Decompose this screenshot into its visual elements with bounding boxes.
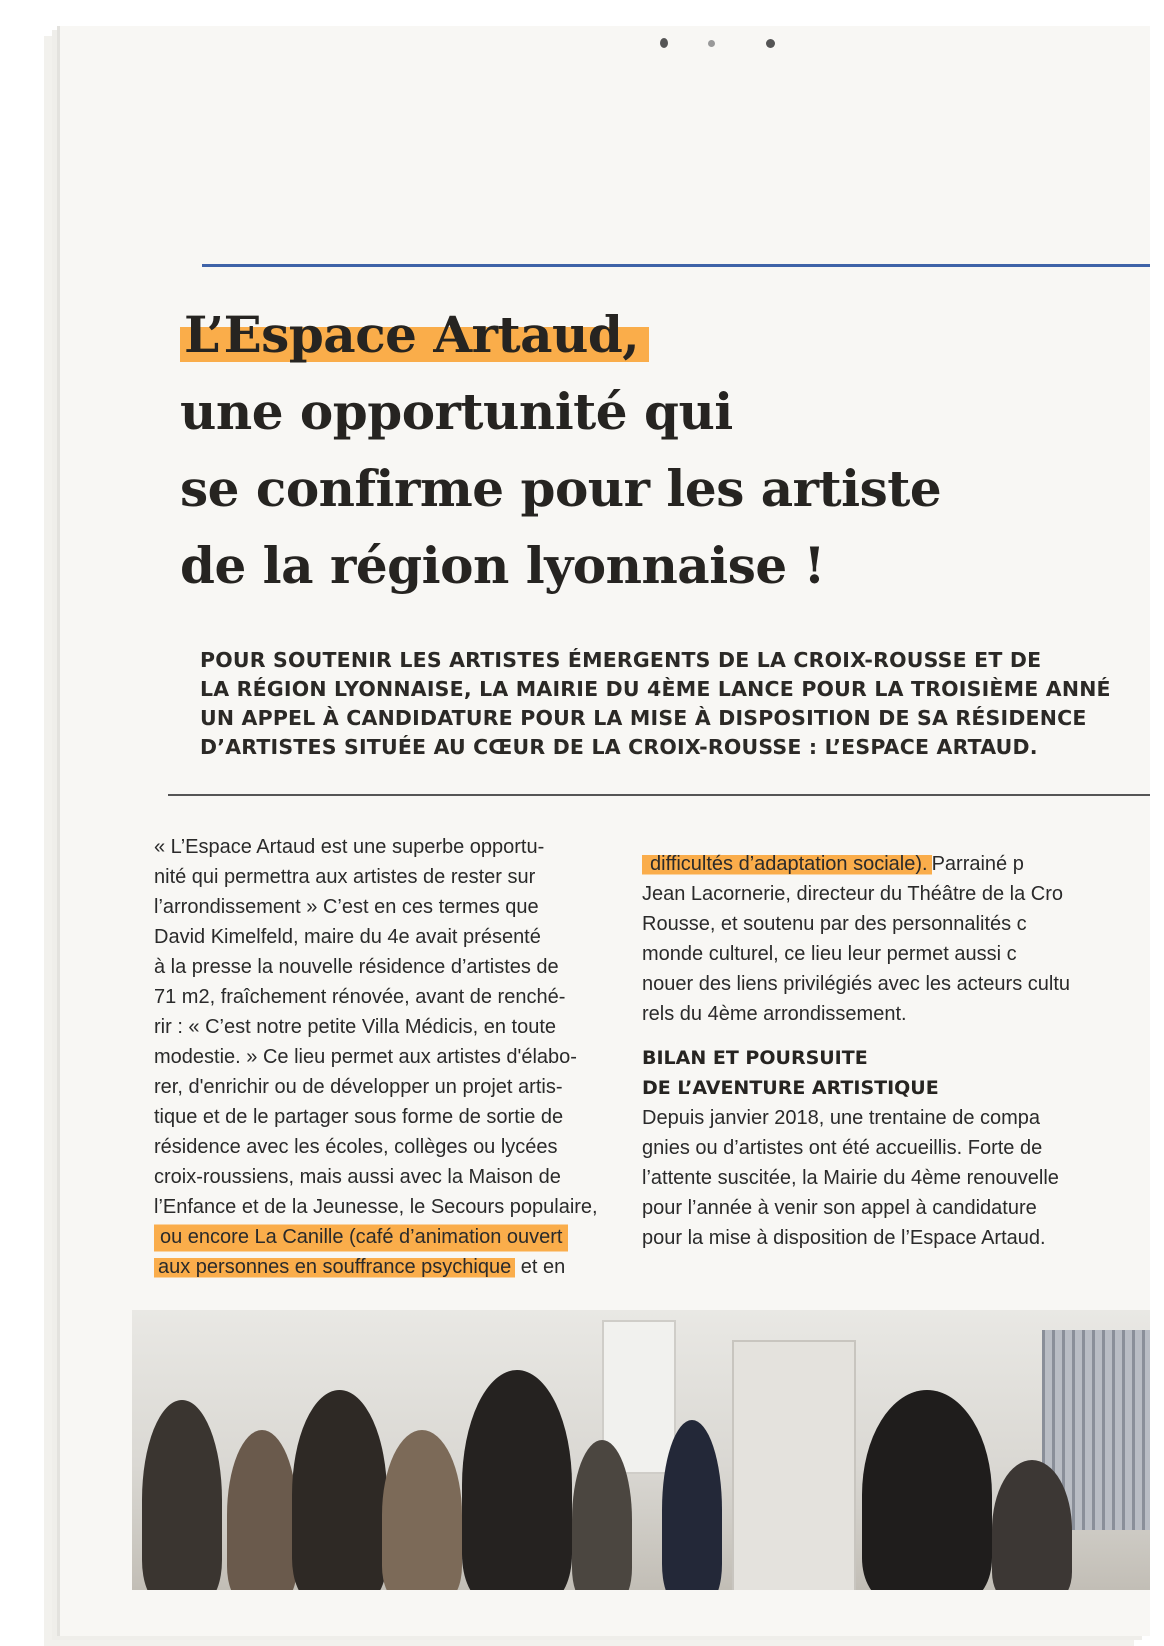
- body-line: David Kimelfeld, maire du 4e avait présenté: [154, 926, 541, 948]
- subheading-line: BILAN ET POURSUITE: [642, 1047, 868, 1069]
- newspaper-page: [60, 26, 1150, 1636]
- highlighted-text: aux personnes en souffrance psychique: [154, 1256, 515, 1278]
- body-line: nité qui permettra aux artistes de rester sur: [154, 866, 536, 888]
- event-photo: [132, 1310, 1150, 1590]
- section-rule: [202, 264, 1150, 267]
- headline-line: une opportunité qui: [180, 382, 733, 441]
- body-line: nouer des liens privilégiés avec les acteurs cultu: [642, 973, 1070, 995]
- body-line: l’attente suscitée, la Mairie du 4ème renouvelle: [642, 1167, 1059, 1189]
- body-line: monde culturel, ce lieu leur permet aussi c: [642, 943, 1017, 965]
- headline-line: de la région lyonnaise !: [180, 536, 826, 595]
- photo-person: [142, 1400, 222, 1590]
- lead-line: LA RÉGION LYONNAISE, LA MAIRIE DU 4ÈME LANCE POUR LA TROISIÈME ANNÉ: [200, 677, 1111, 701]
- headline-line: se confirme pour les artiste: [180, 459, 942, 518]
- body-text: Parrainé p: [931, 853, 1024, 875]
- body-line: pour l’année à venir son appel à candidature: [642, 1197, 1037, 1219]
- body-line: croix-roussiens, mais aussi avec la Maison de: [154, 1166, 561, 1188]
- highlighted-text: difficultés d’adaptation sociale).: [642, 853, 932, 875]
- body-line: à la presse la nouvelle résidence d’artistes de: [154, 956, 559, 978]
- subheading-line: DE L’AVENTURE ARTISTIQUE: [642, 1077, 939, 1099]
- headline-line: L’Espace Artaud,: [180, 296, 649, 373]
- body-line: « L’Espace Artaud est une superbe opportu-: [154, 836, 545, 858]
- body-text: et en: [515, 1256, 566, 1278]
- photo-person: [862, 1390, 992, 1590]
- body-line: résidence avec les écoles, collèges ou lycées: [154, 1136, 558, 1158]
- body-line: rels du 4ème arrondissement.: [642, 1003, 907, 1025]
- lead-divider: [168, 794, 1150, 796]
- body-line: l’arrondissement » C’est en ces termes que: [154, 896, 539, 918]
- body-line: pour la mise à disposition de l’Espace Artaud.: [642, 1227, 1046, 1249]
- lead-line: POUR SOUTENIR LES ARTISTES ÉMERGENTS DE LA CROIX-ROUSSE ET DE: [200, 648, 1042, 672]
- photo-person: [662, 1420, 722, 1590]
- photo-person: [227, 1430, 297, 1590]
- photo-door: [732, 1340, 856, 1590]
- body-line: Jean Lacornerie, directeur du Théâtre de la Cro: [642, 883, 1063, 905]
- body-line-mixed: [642, 849, 1150, 879]
- body-column-right: [642, 849, 1150, 1253]
- lead-line: D’ARTISTES SITUÉE AU CŒUR DE LA CROIX-ROUSSE : L’ESPACE ARTAUD.: [200, 735, 1038, 759]
- body-line: Depuis janvier 2018, une trentaine de compa: [642, 1107, 1041, 1129]
- body-line: gnies ou d’artistes ont été accueillis. Forte de: [642, 1137, 1043, 1159]
- photo-person: [292, 1390, 387, 1590]
- ink-spot: [708, 40, 715, 47]
- photo-person: [382, 1430, 462, 1590]
- body-line: l’Enfance et de la Jeunesse, le Secours populaire,: [154, 1196, 598, 1218]
- photo-person: [572, 1440, 632, 1590]
- photo-person: [992, 1460, 1072, 1590]
- lead-line: UN APPEL À CANDIDATURE POUR LA MISE À DISPOSITION DE SA RÉSIDENCE: [200, 706, 1087, 730]
- ink-spot: [660, 38, 668, 48]
- body-line: rir : « C’est notre petite Villa Médicis, en toute: [154, 1016, 557, 1038]
- body-line: tique et de le partager sous forme de sortie de: [154, 1106, 564, 1128]
- body-line-mixed: [154, 1252, 644, 1282]
- photo-person: [462, 1370, 572, 1590]
- body-line: 71 m2, fraîchement rénovée, avant de renché-: [154, 986, 566, 1008]
- ink-spot: [766, 39, 775, 48]
- body-line: Rousse, et soutenu par des personnalités c: [642, 913, 1027, 935]
- highlighted-line: ou encore La Canille (café d’animation ouvert: [154, 1222, 568, 1252]
- body-line: rer, d'enrichir ou de développer un projet artis-: [154, 1076, 563, 1098]
- body-column-left: [154, 832, 644, 1282]
- body-line: modestie. » Ce lieu permet aux artistes d'élabo-: [154, 1046, 577, 1068]
- article-lead: [200, 646, 1150, 762]
- section-subheading: [642, 1043, 1150, 1103]
- article-headline: [180, 296, 1150, 604]
